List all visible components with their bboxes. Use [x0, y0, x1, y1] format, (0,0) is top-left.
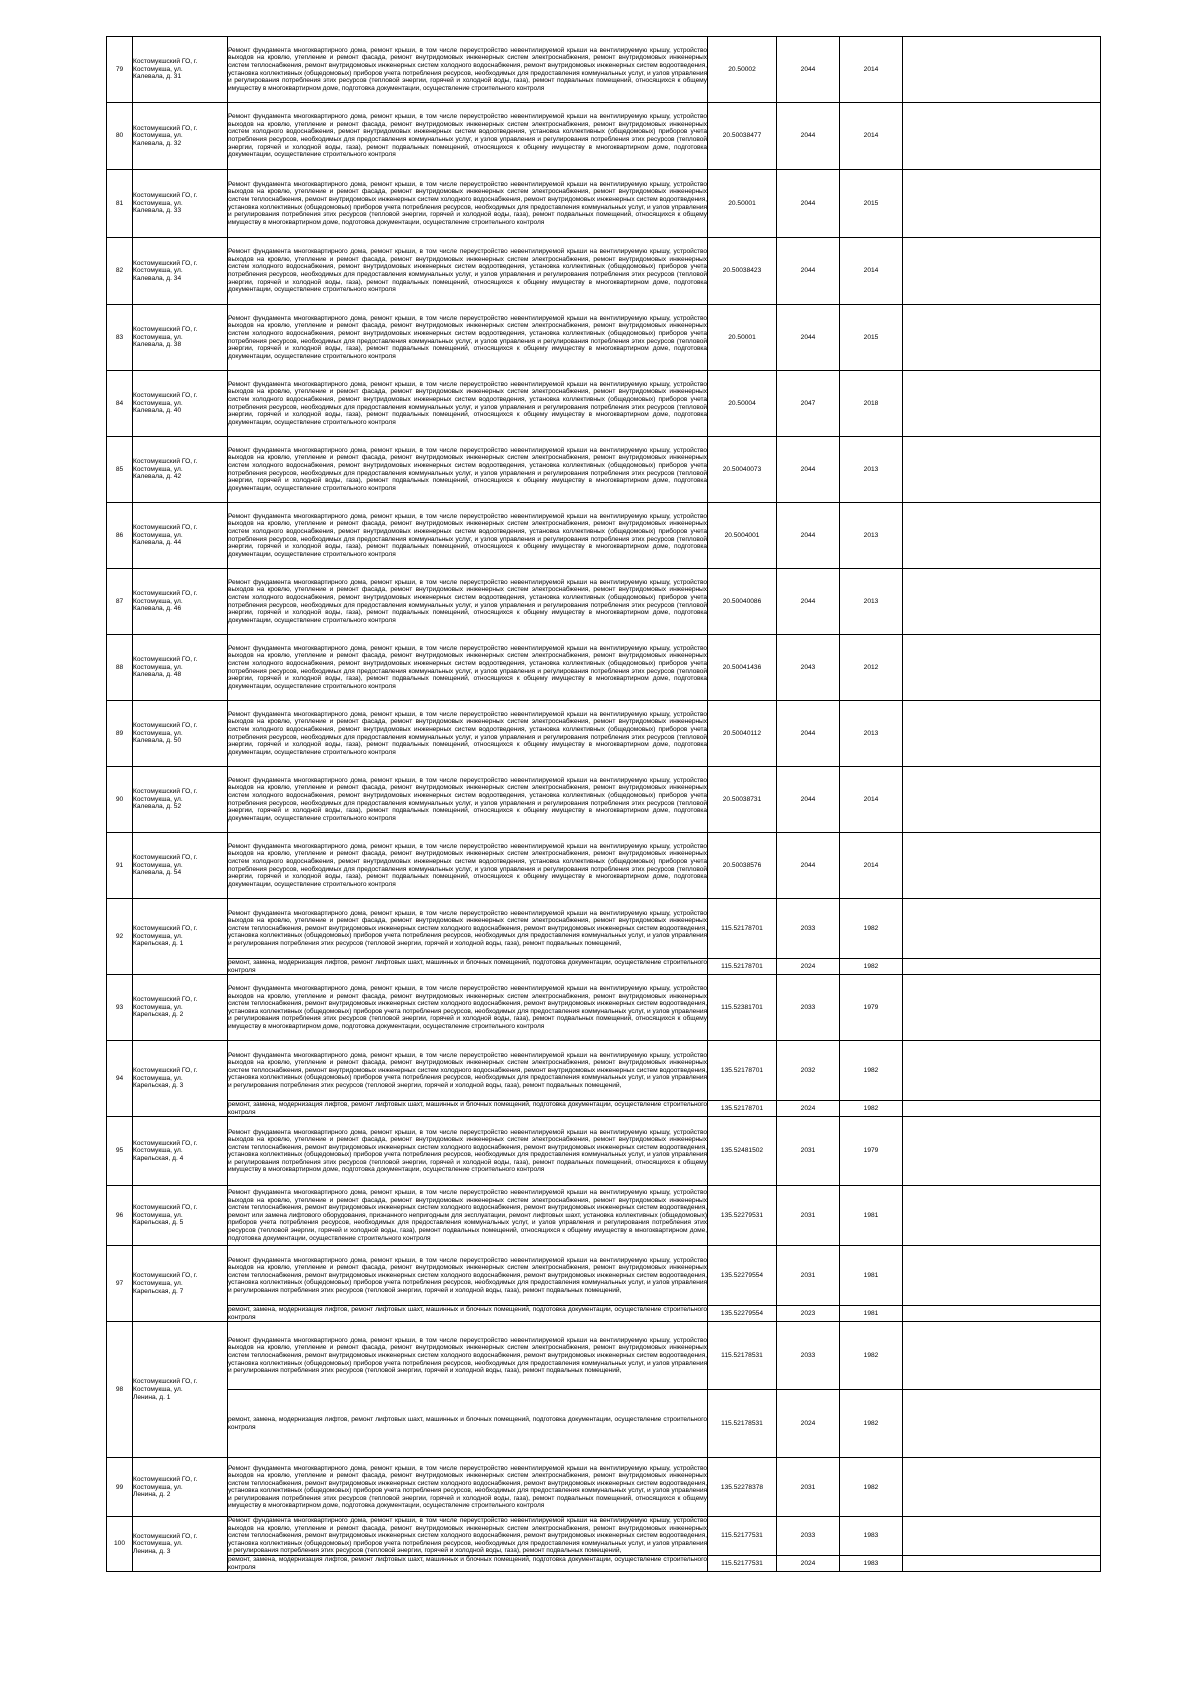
address-line: Костомукшский ГО, г. — [133, 1139, 198, 1147]
table-row — [107, 503, 1101, 569]
work-description: ремонт, замена, модернизация лифтов, ремонт лифтовых шахт, машинных и блочных помещений, подготовка документации, осуществление строительного контроля — [228, 1390, 708, 1458]
address-line: Костомукша, ул. — [133, 795, 183, 803]
address-line: Ленина, д. 1 — [133, 1393, 171, 1401]
build-year: 1982 — [840, 1458, 903, 1517]
build-year: 1981 — [840, 1306, 903, 1322]
address-line: Карельская, д. 5 — [133, 1219, 184, 1227]
table-row — [107, 635, 1101, 701]
address-line: Костомукшский ГО, г. — [133, 1204, 198, 1212]
work-description: Ремонт фундамента многоквартирного дома, ремонт крыши, в том числе переустройство невентилируемой крыши на вентилируемую крышу, устройство выходов на кровлю, утепление и ремонт фасада, ремонт внутридомовых инженерных систем электроснабжения, ремонт внутридомовых инженерных систем холодного водоснабжения, ремонт внутридомовых инженерных систем водоотведения, установка коллективных (общедомовых) приборов учета потребления ресурсов, необходимых для предоставления коммунальных услуг, и узлов управления и регулирования потребления этих ресурсов (тепловой энергии, горячей и холодной воды, газа), ремонт подвальных помещений, относящихся к общему имуществу в многоквартирном доме, подготовка документации, осуществление строительного контроля — [228, 305, 708, 371]
table-row — [107, 701, 1101, 767]
row-number: 82 — [107, 238, 133, 305]
address-line: Костомукша, ул. — [133, 1483, 183, 1491]
table-row-continuation — [107, 1101, 1101, 1117]
address-cell — [133, 103, 228, 170]
empty-cell — [903, 899, 1101, 959]
build-year: 1979 — [840, 975, 903, 1041]
work-description: ремонт, замена, модернизация лифтов, ремонт лифтовых шахт, машинных и блочных помещений, подготовка документации, осуществление строительного контроля — [228, 1306, 707, 1321]
address-line: Костомукшский ГО, г. — [133, 458, 198, 466]
empty-cell — [903, 1517, 1101, 1556]
work-description: Ремонт фундамента многоквартирного дома, ремонт крыши, в том числе переустройство невентилируемой крыши на вентилируемую крышу, устройство выходов на кровлю, утепление и ремонт фасада, ремонт внутридомовых инженерных систем электроснабжения, ремонт внутридомовых инженерных систем холодного водоснабжения, ремонт внутридомовых инженерных систем водоотведения, установка коллективных (общедомовых) приборов учета потребления ресурсов, необходимых для предоставления коммунальных услуг, и узлов управления и регулирования потребления этих ресурсов (тепловой энергии, горячей и холодной воды, газа), ремонт подвальных помещений, относящихся к общему имуществу в многоквартирном доме, подготовка документации, осуществление строительного контроля — [228, 833, 708, 899]
table-row — [107, 1322, 1101, 1390]
work-description: Ремонт фундамента многоквартирного дома, ремонт крыши, в том числе переустройство невентилируемой крыши на вентилируемую крышу, устройство выходов на кровлю, утепление и ремонт фасада, ремонт внутридомовых инженерных систем электроснабжения, ремонт внутридомовых инженерных систем теплоснабжения, ремонт внутридомовых инженерных систем холодного водоснабжения, ремонт внутридомовых инженерных систем водоотведения, установка коллективных (общедомовых) приборов учета потребления ресурсов, необходимых для предоставления коммунальных услуг, и узлов управления и регулирования потребления этих ресурсов (тепловой энергии, горячей и холодной воды, газа), ремонт подвальных помещений, относящихся к общему имуществу в многоквартирном доме, подготовка документации, осуществление строительного контроля — [228, 170, 708, 238]
cost-value: 115.52381701 — [708, 975, 777, 1041]
address-cell — [133, 701, 228, 767]
address-line: Костомукша, ул. — [133, 333, 183, 341]
address-cell — [133, 1517, 228, 1572]
build-year: 1982 — [840, 1322, 903, 1390]
planned-year: 2033 — [777, 1322, 840, 1390]
cost-value: 20.50038477 — [708, 103, 777, 170]
cost-value: 115.52178531 — [708, 1390, 777, 1458]
row-number: 86 — [107, 503, 133, 569]
empty-cell — [903, 437, 1101, 503]
work-description: Ремонт фундамента многоквартирного дома, ремонт крыши, в том числе переустройство невентилируемой крыши на вентилируемую крышу, устройство выходов на кровлю, утепление и ремонт фасада, ремонт внутридомовых инженерных систем электроснабжения, ремонт внутридомовых инженерных систем холодного водоснабжения, ремонт внутридомовых инженерных систем водоотведения, установка коллективных (общедомовых) приборов учета потребления ресурсов, необходимых для предоставления коммунальных услуг, и узлов управления и регулирования потребления этих ресурсов (тепловой энергии, горячей и холодной воды, газа), ремонт подвальных помещений, относящихся к общему имуществу в многоквартирном доме, подготовка документации, осуществление строительного контроля — [228, 238, 708, 305]
table-row — [107, 975, 1101, 1041]
row-number: 98 — [107, 1322, 133, 1458]
row-number: 95 — [107, 1117, 133, 1186]
row-number: 89 — [107, 701, 133, 767]
planned-year: 2023 — [777, 1306, 840, 1322]
address-line: Костомукша, ул. — [133, 531, 183, 539]
empty-cell — [903, 833, 1101, 899]
address-line: Калевала, д. 44 — [133, 539, 182, 547]
work-description: Ремонт фундамента многоквартирного дома, ремонт крыши, в том числе переустройство невентилируемой крыши на вентилируемую крышу, устройство выходов на кровлю, утепление и ремонт фасада, ремонт внутридомовых инженерных систем электроснабжения, ремонт внутридомовых инженерных систем холодного водоснабжения, ремонт внутридомовых инженерных систем водоотведения, установка коллективных (общедомовых) приборов учета потребления ресурсов, необходимых для предоставления коммунальных услуг, и узлов управления и регулирования потребления этих ресурсов (тепловой энергии, горячей и холодной воды, газа), ремонт подвальных помещений, относящихся к общему имуществу в многоквартирном доме, подготовка документации, осуществление строительного контроля — [228, 635, 708, 701]
table-row — [107, 833, 1101, 899]
address-line: Костомукша, ул. — [133, 267, 183, 275]
row-number: 85 — [107, 437, 133, 503]
build-year: 1982 — [840, 1390, 903, 1458]
planned-year: 2044 — [777, 305, 840, 371]
row-number: 81 — [107, 170, 133, 238]
cost-value: 115.52178701 — [708, 959, 777, 975]
row-number: 99 — [107, 1458, 133, 1517]
table-row — [107, 569, 1101, 635]
row-number: 88 — [107, 635, 133, 701]
address-line: Ленина, д. 2 — [133, 1491, 171, 1499]
address-line: Костомукша, ул. — [133, 597, 183, 605]
address-line: Костомукша, ул. — [133, 729, 183, 737]
build-year: 1982 — [840, 1041, 903, 1101]
build-year: 1981 — [840, 1186, 903, 1246]
build-year: 1979 — [840, 1117, 903, 1186]
work-description: Ремонт фундамента многоквартирного дома, ремонт крыши, в том числе переустройство невентилируемой крыши на вентилируемую крышу, устройство выходов на кровлю, утепление и ремонт фасада, ремонт внутридомовых инженерных систем электроснабжения, ремонт внутридомовых инженерных систем теплоснабжения, ремонт внутридомовых инженерных систем холодного водоснабжения, ремонт внутридомовых инженерных систем водоотведения, установка коллективных (общедомовых) приборов учета потребления ресурсов, необходимых для предоставления коммунальных услуг, и узлов управления и регулирования потребления этих ресурсов (тепловой энергии, горячей и холодной воды, газа), ремонт подвальных помещений, относящихся к общему имуществу в многоквартирном доме, подготовка документации, осуществление строительного контроля — [228, 975, 708, 1041]
build-year: 2013 — [840, 701, 903, 767]
planned-year: 2031 — [777, 1246, 840, 1306]
cost-value: 20.50002 — [708, 37, 777, 103]
table-row — [107, 170, 1101, 238]
address-line: Костомукшский ГО, г. — [133, 58, 198, 66]
planned-year: 2044 — [777, 767, 840, 833]
work-description: Ремонт фундамента многоквартирного дома, ремонт крыши, в том числе переустройство невентилируемой крыши на вентилируемую крышу, устройство выходов на кровлю, утепление и ремонт фасада, ремонт внутридомовых инженерных систем электроснабжения, ремонт внутридомовых инженерных систем теплоснабжения, ремонт внутридомовых инженерных систем холодного водоснабжения, ремонт внутридомовых инженерных систем водоотведения, установка коллективных (общедомовых) приборов учета потребления ресурсов, необходимых для предоставления коммунальных услуг, и узлов управления и регулирования потребления этих ресурсов (тепловой энергии, горячей и холодной воды, газа), ремонт подвальных помещений, относящихся к общему имуществу в многоквартирном доме, подготовка документации, осуществление строительного контроля — [228, 1117, 708, 1186]
empty-cell — [903, 1556, 1101, 1572]
address-cell — [133, 503, 228, 569]
address-line: Костомукшский ГО, г. — [133, 392, 198, 400]
address-cell — [133, 305, 228, 371]
address-line: Костомукшский ГО, г. — [133, 1475, 198, 1483]
address-line: Костомукша, ул. — [133, 65, 183, 73]
cost-value: 135.52178701 — [708, 1041, 777, 1101]
address-cell — [133, 1117, 228, 1186]
build-year: 1981 — [840, 1246, 903, 1306]
address-line: Калевала, д. 31 — [133, 73, 182, 81]
cost-value: 20.50004 — [708, 371, 777, 437]
cost-value: 20.50001 — [708, 170, 777, 238]
table-row — [107, 1517, 1101, 1556]
build-year: 2014 — [840, 767, 903, 833]
table-row — [107, 437, 1101, 503]
planned-year: 2024 — [777, 1556, 840, 1572]
build-year: 2014 — [840, 37, 903, 103]
address-cell — [133, 238, 228, 305]
table-row-continuation — [107, 959, 1101, 975]
build-year: 2013 — [840, 437, 903, 503]
row-number: 79 — [107, 37, 133, 103]
address-cell — [133, 635, 228, 701]
cost-value: 20.50038423 — [708, 238, 777, 305]
work-description: Ремонт фундамента многоквартирного дома, ремонт крыши, в том числе переустройство невентилируемой крыши на вентилируемую крышу, устройство выходов на кровлю, утепление и ремонт фасада, ремонт внутридомовых инженерных систем электроснабжения, ремонт внутридомовых инженерных систем холодного водоснабжения, ремонт внутридомовых инженерных систем водоотведения, установка коллективных (общедомовых) приборов учета потребления ресурсов, необходимых для предоставления коммунальных услуг, и узлов управления и регулирования потребления этих ресурсов (тепловой энергии, горячей и холодной воды, газа), ремонт подвальных помещений, относящихся к общему имуществу в многоквартирном доме, подготовка документации, осуществление строительного контроля — [228, 103, 708, 170]
address-line: Костомукшский ГО, г. — [133, 1067, 198, 1075]
planned-year: 2031 — [777, 1186, 840, 1246]
build-year: 2014 — [840, 238, 903, 305]
empty-cell — [903, 1101, 1101, 1117]
row-number: 94 — [107, 1041, 133, 1117]
address-line: Калевала, д. 38 — [133, 341, 182, 349]
work-description: ремонт, замена, модернизация лифтов, ремонт лифтовых шахт, машинных и блочных помещений, подготовка документации, осуществление строительного контроля — [228, 959, 707, 974]
table-row — [107, 899, 1101, 959]
cost-value: 135.52279554 — [708, 1246, 777, 1306]
address-line: Костомукша, ул. — [133, 1386, 183, 1393]
address-line: Костомукша, ул. — [133, 199, 183, 207]
cost-value: 115.52177531 — [708, 1556, 777, 1572]
empty-cell — [903, 1390, 1101, 1458]
address-cell — [133, 437, 228, 503]
empty-cell — [903, 1117, 1101, 1186]
work-description: Ремонт фундамента многоквартирного дома, ремонт крыши, в том числе переустройство невентилируемой крыши на вентилируемую крышу, устройство выходов на кровлю, утепление и ремонт фасада, ремонт внутридомовых инженерных систем электроснабжения, ремонт внутридомовых инженерных систем холодного водоснабжения, ремонт внутридомовых инженерных систем водоотведения, установка коллективных (общедомовых) приборов учета потребления ресурсов, необходимых для предоставления коммунальных услуг, и узлов управления и регулирования потребления этих ресурсов (тепловой энергии, горячей и холодной воды, газа), ремонт подвальных помещений, относящихся к общему имуществу в многоквартирном доме, подготовка документации, осуществление строительного контроля — [228, 503, 708, 569]
work-description: Ремонт фундамента многоквартирного дома, ремонт крыши, в том числе переустройство невентилируемой крыши на вентилируемую крышу, устройство выходов на кровлю, утепление и ремонт фасада, ремонт внутридомовых инженерных систем электроснабжения, ремонт внутридомовых инженерных систем теплоснабжения, ремонт внутридомовых инженерных систем холодного водоснабжения, ремонт внутридомовых инженерных систем водоотведения, установка коллективных (общедомовых) приборов учета потребления ресурсов, необходимых для предоставления коммунальных услуг, и узлов управления и регулирования потребления этих ресурсов (тепловой энергии, горячей и холодной воды, газа), ремонт подвальных помещений, — [228, 1322, 708, 1390]
address-line: Калевала, д. 40 — [133, 407, 182, 415]
row-number: 100 — [107, 1517, 133, 1572]
address-line: Костомукшский ГО, г. — [133, 524, 198, 532]
address-line: Костомукша, ул. — [133, 1279, 183, 1287]
planned-year: 2044 — [777, 701, 840, 767]
address-line: Карельская, д. 3 — [133, 1082, 184, 1090]
table-row-continuation — [107, 1556, 1101, 1572]
empty-cell — [903, 1458, 1101, 1517]
planned-year: 2044 — [777, 833, 840, 899]
address-cell — [133, 170, 228, 238]
address-line: Костомукшский ГО, г. — [133, 1272, 198, 1280]
cost-value: 135.52279554 — [708, 1306, 777, 1322]
address-line: Калевала, д. 50 — [133, 737, 182, 745]
table-row — [107, 1246, 1101, 1306]
table-row-continuation — [107, 1390, 1101, 1458]
planned-year: 2043 — [777, 635, 840, 701]
address-cell — [133, 1186, 228, 1246]
address-line: Костомукшский ГО, г. — [133, 259, 198, 267]
work-description: Ремонт фундамента многоквартирного дома, ремонт крыши, в том числе переустройство невентилируемой крыши на вентилируемую крышу, устройство выходов на кровлю, утепление и ремонт фасада, ремонт внутридомовых инженерных систем электроснабжения, ремонт внутридомовых инженерных систем теплоснабжения, ремонт внутридомовых инженерных систем холодного водоснабжения, ремонт внутридомовых инженерных систем водоотведения, установка коллективных (общедомовых) приборов учета потребления ресурсов, необходимых для предоставления коммунальных услуг, и узлов управления и регулирования потребления этих ресурсов (тепловой энергии, горячей и холодной воды, газа), ремонт подвальных помещений, — [228, 1041, 708, 1101]
row-number: 93 — [107, 975, 133, 1041]
planned-year: 2031 — [777, 1458, 840, 1517]
table-row — [107, 37, 1101, 103]
planned-year: 2033 — [777, 975, 840, 1041]
work-description: ремонт, замена, модернизация лифтов, ремонт лифтовых шахт, машинных и блочных помещений, подготовка документации, осуществление строительного контроля — [228, 1101, 707, 1116]
address-line: Костомукшский ГО, г. — [133, 854, 198, 862]
row-number: 97 — [107, 1246, 133, 1322]
row-number: 83 — [107, 305, 133, 371]
address-line: Калевала, д. 42 — [133, 473, 182, 481]
work-description: Ремонт фундамента многоквартирного дома, ремонт крыши, в том числе переустройство невентилируемой крыши на вентилируемую крышу, устройство выходов на кровлю, утепление и ремонт фасада, ремонт внутридомовых инженерных систем электроснабжения, ремонт внутридомовых инженерных систем холодного водоснабжения, ремонт внутридомовых инженерных систем водоотведения, установка коллективных (общедомовых) приборов учета потребления ресурсов, необходимых для предоставления коммунальных услуг, и узлов управления и регулирования потребления этих ресурсов (тепловой энергии, горячей и холодной воды, газа), ремонт подвальных помещений, относящихся к общему имуществу в многоквартирном доме, подготовка документации, осуществление строительного контроля — [228, 569, 708, 635]
address-cell — [133, 1322, 228, 1458]
work-description: Ремонт фундамента многоквартирного дома, ремонт крыши, в том числе переустройство невентилируемой крыши на вентилируемую крышу, устройство выходов на кровлю, утепление и ремонт фасада, ремонт внутридомовых инженерных систем электроснабжения, ремонт внутридомовых инженерных систем холодного водоснабжения, ремонт внутридомовых инженерных систем водоотведения, установка коллективных (общедомовых) приборов учета потребления ресурсов, необходимых для предоставления коммунальных услуг, и узлов управления и регулирования потребления этих ресурсов (тепловой энергии, горячей и холодной воды, газа), ремонт подвальных помещений, относящихся к общему имуществу в многоквартирном доме, подготовка документации, осуществление строительного контроля — [228, 437, 708, 503]
empty-cell — [903, 371, 1101, 437]
work-description: Ремонт фундамента многоквартирного дома, ремонт крыши, в том числе переустройство невентилируемой крыши на вентилируемую крышу, устройство выходов на кровлю, утепление и ремонт фасада, ремонт внутридомовых инженерных систем электроснабжения, ремонт внутридомовых инженерных систем теплоснабжения, ремонт внутридомовых инженерных систем холодного водоснабжения, ремонт внутридомовых инженерных систем водоотведения, установка коллективных (общедомовых) приборов учета потребления ресурсов, необходимых для предоставления коммунальных услуг, и узлов управления и регулирования потребления этих ресурсов (тепловой энергии, горячей и холодной воды, газа), ремонт подвальных помещений, — [228, 1246, 708, 1306]
address-line: Костомукша, ул. — [133, 663, 183, 671]
empty-cell — [903, 238, 1101, 305]
table-row — [107, 1186, 1101, 1246]
planned-year: 2031 — [777, 1117, 840, 1186]
address-line: Костомукша, ул. — [133, 932, 183, 940]
address-line: Костомукшский ГО, г. — [133, 590, 198, 598]
work-description: Ремонт фундамента многоквартирного дома, ремонт крыши, в том числе переустройство невентилируемой крыши на вентилируемую крышу, устройство выходов на кровлю, утепление и ремонт фасада, ремонт внутридомовых инженерных систем электроснабжения, ремонт внутридомовых инженерных систем теплоснабжения, ремонт внутридомовых инженерных систем холодного водоснабжения, ремонт внутридомовых инженерных систем водоотведения, ремонт или замена лифтового оборудования, признанного непригодным для эксплуатации, ремонт лифтовых шахт, установка коллективных (общедомовых) приборов учета потребления ресурсов, необходимых для предоставления коммунальных услуг, и узлов управления и регулирования потребления этих ресурсов (тепловой энергии, горячей и холодной воды, газа), ремонт подвальных помещений, относящихся к общему имуществу в многоквартирном доме, подготовка документации, осуществление строительного контроля — [228, 1186, 708, 1246]
address-line: Калевала, д. 33 — [133, 207, 182, 215]
cost-value: 135.52481502 — [708, 1117, 777, 1186]
cost-value: 135.52278378 — [708, 1458, 777, 1517]
build-year: 2018 — [840, 371, 903, 437]
empty-cell — [903, 103, 1101, 170]
empty-cell — [903, 701, 1101, 767]
address-line: Костомукша, ул. — [133, 1147, 183, 1155]
address-line: Костомукшский ГО, г. — [133, 326, 198, 334]
build-year: 2015 — [840, 170, 903, 238]
table-row — [107, 1458, 1101, 1517]
address-line: Калевала, д. 52 — [133, 803, 182, 811]
address-cell — [133, 833, 228, 899]
cost-value: 115.52177531 — [708, 1517, 777, 1556]
address-cell — [133, 1458, 228, 1517]
address-cell — [133, 371, 228, 437]
planned-year: 2044 — [777, 170, 840, 238]
build-year: 2014 — [840, 833, 903, 899]
address-line: Карельская, д. 2 — [133, 1011, 184, 1019]
address-cell — [133, 569, 228, 635]
empty-cell — [903, 305, 1101, 371]
build-year: 2015 — [840, 305, 903, 371]
address-line: Костомукшский ГО, г. — [133, 192, 198, 200]
empty-cell — [903, 1186, 1101, 1246]
row-number: 90 — [107, 767, 133, 833]
address-line: Костомукша, ул. — [133, 399, 183, 407]
build-year: 1982 — [840, 1101, 903, 1117]
address-line: Карельская, д. 4 — [133, 1154, 184, 1162]
table-row — [107, 103, 1101, 170]
planned-year: 2024 — [777, 1101, 840, 1117]
document-page — [106, 36, 1101, 1572]
cost-value: 20.50040112 — [708, 701, 777, 767]
build-year: 1982 — [840, 959, 903, 975]
empty-cell — [903, 975, 1101, 1041]
address-line: Костомукшский ГО, г. — [133, 722, 198, 730]
work-description: ремонт, замена, модернизация лифтов, ремонт лифтовых шахт, машинных и блочных помещений, подготовка документации, осуществление строительного контроля — [228, 1556, 707, 1571]
empty-cell — [903, 959, 1101, 975]
address-cell — [133, 1041, 228, 1117]
planned-year: 2024 — [777, 1390, 840, 1458]
work-description: Ремонт фундамента многоквартирного дома, ремонт крыши, в том числе переустройство невентилируемой крыши на вентилируемую крышу, устройство выходов на кровлю, утепление и ремонт фасада, ремонт внутридомовых инженерных систем электроснабжения, ремонт внутридомовых инженерных систем холодного водоснабжения, ремонт внутридомовых инженерных систем водоотведения, установка коллективных (общедомовых) приборов учета потребления ресурсов, необходимых для предоставления коммунальных услуг, и узлов управления и регулирования потребления этих ресурсов (тепловой энергии, горячей и холодной воды, газа), ремонт подвальных помещений, относящихся к общему имуществу в многоквартирном доме, подготовка документации, осуществление строительного контроля — [228, 701, 708, 767]
cost-value: 20.5004001 — [708, 503, 777, 569]
build-year: 1983 — [840, 1517, 903, 1556]
build-year: 2013 — [840, 503, 903, 569]
row-number: 91 — [107, 833, 133, 899]
address-line: Ленина, д. 3 — [133, 1547, 171, 1555]
register-body — [107, 37, 1101, 1572]
address-line: Карельская, д. 1 — [133, 940, 184, 948]
cost-value: 135.52279531 — [708, 1186, 777, 1246]
cost-value: 115.52178701 — [708, 899, 777, 959]
address-line: Калевала, д. 32 — [133, 139, 182, 147]
build-year: 2012 — [840, 635, 903, 701]
empty-cell — [903, 170, 1101, 238]
address-cell — [133, 767, 228, 833]
empty-cell — [903, 1246, 1101, 1306]
build-year: 1983 — [840, 1556, 903, 1572]
table-row — [107, 371, 1101, 437]
address-line: Калевала, д. 48 — [133, 671, 182, 679]
row-number: 87 — [107, 569, 133, 635]
empty-cell — [903, 503, 1101, 569]
table-row — [107, 1041, 1101, 1101]
planned-year: 2044 — [777, 37, 840, 103]
address-line: Калевала, д. 46 — [133, 605, 182, 613]
build-year: 2013 — [840, 569, 903, 635]
cost-value: 20.50040086 — [708, 569, 777, 635]
work-description: Ремонт фундамента многоквартирного дома, ремонт крыши, в том числе переустройство невентилируемой крыши на вентилируемую крышу, устройство выходов на кровлю, утепление и ремонт фасада, ремонт внутридомовых инженерных систем электроснабжения, ремонт внутридомовых инженерных систем теплоснабжения, ремонт внутридомовых инженерных систем холодного водоснабжения, ремонт внутридомовых инженерных систем водоотведения, установка коллективных (общедомовых) приборов учета потребления ресурсов, необходимых для предоставления коммунальных услуг, и узлов управления и регулирования потребления этих ресурсов (тепловой энергии, горячей и холодной воды, газа), ремонт подвальных помещений, относящихся к общему имуществу в многоквартирном доме, подготовка документации, осуществление строительного контроля — [228, 1458, 708, 1517]
planned-year: 2033 — [777, 899, 840, 959]
row-number: 92 — [107, 899, 133, 975]
address-line: Костомукшский ГО, г. — [133, 1378, 198, 1386]
cost-value: 135.52178701 — [708, 1101, 777, 1117]
address-line: Костомукшский ГО, г. — [133, 788, 198, 796]
planned-year: 2044 — [777, 103, 840, 170]
address-line: Костомукша, ул. — [133, 1074, 183, 1082]
address-line: Костомукша, ул. — [133, 1211, 183, 1219]
register-table — [106, 36, 1101, 1572]
empty-cell — [903, 1041, 1101, 1101]
empty-cell — [903, 767, 1101, 833]
planned-year: 2032 — [777, 1041, 840, 1101]
address-line: Калевала, д. 54 — [133, 869, 182, 877]
cost-value: 20.50038731 — [708, 767, 777, 833]
cost-value: 115.52178531 — [708, 1322, 777, 1390]
address-line: Калевала, д. 34 — [133, 274, 182, 282]
planned-year: 2033 — [777, 1517, 840, 1556]
address-line: Костомукша, ул. — [133, 1540, 183, 1548]
address-cell — [133, 899, 228, 975]
row-number: 84 — [107, 371, 133, 437]
planned-year: 2047 — [777, 371, 840, 437]
empty-cell — [903, 37, 1101, 103]
planned-year: 2044 — [777, 569, 840, 635]
empty-cell — [903, 635, 1101, 701]
work-description: Ремонт фундамента многоквартирного дома, ремонт крыши, в том числе переустройство невентилируемой крыши на вентилируемую крышу, устройство выходов на кровлю, утепление и ремонт фасада, ремонт внутридомовых инженерных систем электроснабжения, ремонт внутридомовых инженерных систем холодного водоснабжения, ремонт внутридомовых инженерных систем водоотведения, установка коллективных (общедомовых) приборов учета потребления ресурсов, необходимых для предоставления коммунальных услуг, и узлов управления и регулирования потребления этих ресурсов (тепловой энергии, горячей и холодной воды, газа), ремонт подвальных помещений, относящихся к общему имуществу в многоквартирном доме, подготовка документации, осуществление строительного контроля — [228, 767, 708, 833]
address-line: Карельская, д. 7 — [133, 1287, 184, 1295]
empty-cell — [903, 569, 1101, 635]
cost-value: 20.50041436 — [708, 635, 777, 701]
cost-value: 20.50040073 — [708, 437, 777, 503]
address-cell — [133, 37, 228, 103]
table-row — [107, 238, 1101, 305]
address-line: Костомукшский ГО, г. — [133, 1532, 198, 1540]
address-line: Костомукша, ул. — [133, 132, 183, 140]
work-description: Ремонт фундамента многоквартирного дома, ремонт крыши, в том числе переустройство невентилируемой крыши на вентилируемую крышу, устройство выходов на кровлю, утепление и ремонт фасада, ремонт внутридомовых инженерных систем электроснабжения, ремонт внутридомовых инженерных систем теплоснабжения, ремонт внутридомовых инженерных систем холодного водоснабжения, ремонт внутридомовых инженерных систем водоотведения, установка коллективных (общедомовых) приборов учета потребления ресурсов, необходимых для предоставления коммунальных услуг, и узлов управления и регулирования потребления этих ресурсов (тепловой энергии, горячей и холодной воды, газа), ремонт подвальных помещений, — [228, 899, 708, 959]
work-description: Ремонт фундамента многоквартирного дома, ремонт крыши, в том числе переустройство невентилируемой крыши на вентилируемую крышу, устройство выходов на кровлю, утепление и ремонт фасада, ремонт внутридомовых инженерных систем электроснабжения, ремонт внутридомовых инженерных систем теплоснабжения, ремонт внутридомовых инженерных систем холодного водоснабжения, ремонт внутридомовых инженерных систем водоотведения, установка коллективных (общедомовых) приборов учета потребления ресурсов, необходимых для предоставления коммунальных услуг, и узлов управления и регулирования потребления этих ресурсов (тепловой энергии, горячей и холодной воды, газа), ремонт подвальных помещений, относящихся к общему имуществу в многоквартирном доме, подготовка документации, осуществление строительного контроля — [228, 37, 708, 103]
address-line: Костомукшский ГО, г. — [133, 925, 198, 933]
planned-year: 2044 — [777, 503, 840, 569]
address-line: Костомукша, ул. — [133, 465, 183, 473]
planned-year: 2044 — [777, 437, 840, 503]
row-number: 96 — [107, 1186, 133, 1246]
cost-value: 20.50001 — [708, 305, 777, 371]
planned-year: 2044 — [777, 238, 840, 305]
build-year: 1982 — [840, 899, 903, 959]
work-description: Ремонт фундамента многоквартирного дома, ремонт крыши, в том числе переустройство невентилируемой крыши на вентилируемую крышу, устройство выходов на кровлю, утепление и ремонт фасада, ремонт внутридомовых инженерных систем электроснабжения, ремонт внутридомовых инженерных систем теплоснабжения, ремонт внутридомовых инженерных систем холодного водоснабжения, ремонт внутридомовых инженерных систем водоотведения, установка коллективных (общедомовых) приборов учета потребления ресурсов, необходимых для предоставления коммунальных услуг, и узлов управления и регулирования потребления этих ресурсов (тепловой энергии, горячей и холодной воды, газа), ремонт подвальных помещений, — [228, 1517, 707, 1555]
address-line: Костомукшский ГО, г. — [133, 124, 198, 132]
table-row — [107, 305, 1101, 371]
empty-cell — [903, 1306, 1101, 1322]
table-row — [107, 1117, 1101, 1186]
row-number: 80 — [107, 103, 133, 170]
build-year: 2014 — [840, 103, 903, 170]
table-row — [107, 767, 1101, 833]
address-line: Костомукшский ГО, г. — [133, 656, 198, 664]
planned-year: 2024 — [777, 959, 840, 975]
address-line: Костомукшский ГО, г. — [133, 996, 198, 1004]
work-description: Ремонт фундамента многоквартирного дома, ремонт крыши, в том числе переустройство невентилируемой крыши на вентилируемую крышу, устройство выходов на кровлю, утепление и ремонт фасада, ремонт внутридомовых инженерных систем электроснабжения, ремонт внутридомовых инженерных систем холодного водоснабжения, ремонт внутридомовых инженерных систем водоотведения, установка коллективных (общедомовых) приборов учета потребления ресурсов, необходимых для предоставления коммунальных услуг, и узлов управления и регулирования потребления этих ресурсов (тепловой энергии, горячей и холодной воды, газа), ремонт подвальных помещений, относящихся к общему имуществу в многоквартирном доме, подготовка документации, осуществление строительного контроля — [228, 371, 708, 437]
address-cell — [133, 1246, 228, 1322]
table-row-continuation — [107, 1306, 1101, 1322]
address-cell — [133, 975, 228, 1041]
address-line: Костомукша, ул. — [133, 1003, 183, 1011]
address-line: Костомукша, ул. — [133, 861, 183, 869]
cost-value: 20.50038576 — [708, 833, 777, 899]
empty-cell — [903, 1322, 1101, 1390]
